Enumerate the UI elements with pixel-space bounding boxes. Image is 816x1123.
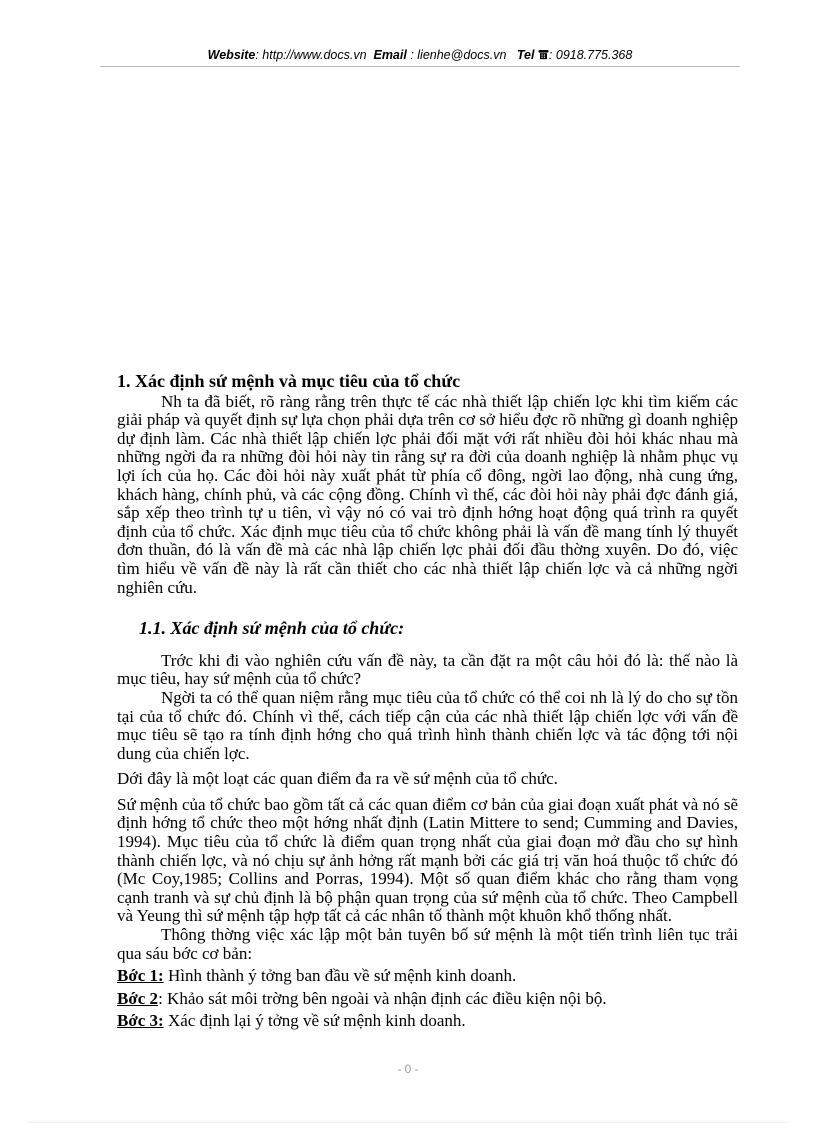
step-1 — [117, 967, 738, 986]
step-label: Bớc 2 — [117, 988, 159, 1008]
header-divider — [100, 66, 740, 67]
paragraph-question: Trớc khi đi vào nghiên cứu vấn đề này, ta cần đặt ra một câu hỏi đó là: thế nào là mục tiêu, hay sứ mệnh của tổ chức? — [117, 650, 738, 689]
step-label: Bớc 1: — [117, 966, 164, 986]
section-1-heading: 1. Xác định sứ mệnh và mục tiêu của tổ chức — [117, 371, 461, 391]
step-3 — [117, 1012, 738, 1031]
step-label: Bớc 3: — [117, 1011, 164, 1031]
section-1-1-heading: 1.1. Xác định sứ mệnh của tổ chức: — [139, 618, 405, 639]
section-1-paragraph: Nh ta đã biết, rõ ràng rằng trên thực tế các nhà thiết lập chiến lợc khi tìm kiếm các giải pháp và quyết định sự lựa chọn phải dựa trên cơ sở hiểu đợc rõ những gì doanh nghiệp dự định làm. Các nhà thiết lập chiến lợc phải đối mặt với rất nhiều đòi hỏi khác nhau mà những ngời đa ra những đòi hỏi này tin rằng sự ra đời của doanh nghiệp là nhằm phục vụ lợi ích của họ. Các đòi hỏi này xuất phát từ phía cổ đông, ngời lao động, nhà cung ứng, khách hàng, chính phủ, và các cộng đồng. Chính vì thế, các đòi hỏi này phải đợc đánh giá, sắp xếp theo trình tự u tiên, vì vậy nó có vai trò định hớng hoạt động quá trình ra quyết định của tổ chức. Xác định mục tiêu của tổ chức không phải là vấn đề mang tính lý thuyết đơn thuần, đó là vấn đề mà các nhà lập chiến lợc phải đối đầu thờng xuyên. Do đó, việc tìm hiểu về vấn đề này là rất cần thiết cho các nhà thiết lập chiến lợc và cả những ngời nghiên cứu. — [117, 391, 738, 597]
tel-value: : 0918.775.368 — [548, 48, 633, 62]
email-label: Email — [373, 48, 407, 62]
page-header — [100, 48, 740, 63]
paragraph-purpose: Ngời ta có thể quan niệm rằng mục tiêu của tổ chức có thể coi nh là lý do cho sự tồn tại của tổ chức đó. Chính vì thế, cách tiếp cận của các nhà thiết lập chiến lợc với vấn đề mục tiêu sẽ tạo ra tính định hớng cho quá trình hình thành chiến lợc và tác động tới nội dung của chiến lợc. — [117, 687, 738, 763]
document-body — [117, 372, 738, 1031]
email-value: : lienhe@docs.vn — [410, 48, 507, 62]
page-number: - 0 - — [397, 1062, 419, 1076]
paragraph-viewpoints-intro: Dới đây là một loạt các quan điểm đa ra về sứ mệnh của tổ chức. — [117, 769, 558, 789]
step-2 — [117, 990, 738, 1009]
step-text: Hình thành ý tởng ban đầu về sứ mệnh kinh doanh. — [163, 966, 517, 986]
website-label: Website — [207, 48, 256, 62]
step-text: : Khảo sát môi trờng bên ngoài và nhận định các điều kiện nội bộ. — [158, 988, 607, 1008]
step-text: Xác định lại ý tởng về sứ mệnh kinh doanh. — [163, 1011, 466, 1031]
phone-icon — [538, 49, 549, 63]
tel-label: Tel — [516, 48, 535, 62]
paragraph-viewpoints: Sứ mệnh của tổ chức bao gồm tất cả các quan điểm cơ bản của giai đoạn xuất phát và nó sẽ định hớng tổ chức theo một hớng nhất định (Latin Mittere to send; Cumming and Davies, 1994). Mục tiêu của tổ chức là điểm quan trọng nhất của giai đoạn mở đầu cho sự hình thành chiến lợc, và nó chịu sự ảnh hởng rất mạnh bởi các giá trị văn hoá thuộc tổ chức đó (Mc Coy,1985; Collins and Porras, 1994). Một số quan điểm khác cho rằng tham vọng cạnh tranh và sự chủ định là bộ phận quan trọng của sứ mệnh của tổ chức. Theo Campbell và Yeung thì sứ mệnh tập hợp tất cả các nhân tố thành một khuôn khổ thống nhất. — [117, 794, 738, 926]
website-value: : http://www.docs.vn — [255, 48, 367, 62]
paragraph-six-steps: Thông thờng việc xác lập một bản tuyên bố sứ mệnh là một tiến trình liên tục trải qua sáu bớc cơ bản: — [117, 925, 738, 963]
